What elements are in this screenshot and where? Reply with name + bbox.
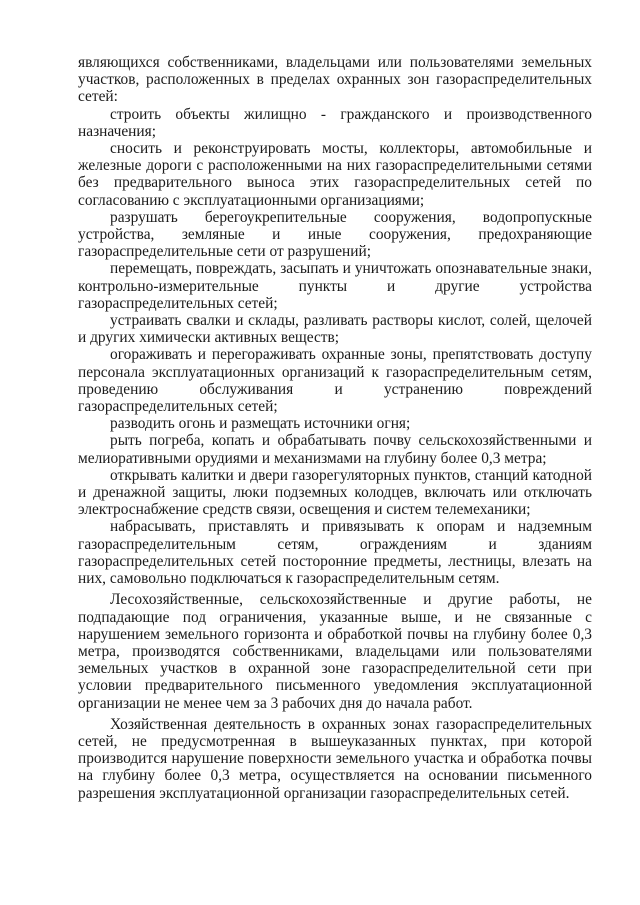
- forestry-paragraph: Лесохозяйственные, сельскохозяйственные и другие работы, не подпадающие под ограничения, указанные выше, и не связанные с нарушением земельного горизонта и обработкой почвы на глубину более 0,3 метра, производятся собственниками, владельцами или пользователями земельных участков в охранной зоне газораспределительной сети при условии предварительного письменного уведомления эксплуатационной организации не менее чем за 3 рабочих дня до начала работ.: [78, 591, 592, 712]
- list-item: разводить огонь и размещать источники огня;: [110, 415, 411, 433]
- list-item: устраивать свалки и склады, разливать растворы кислот, солей, щелочей и других химически активных веществ;: [78, 312, 592, 347]
- list-item: открывать калитки и двери газорегуляторных пунктов, станций катодной и дренажной защиты, люки подземных колодцев, включать или отключать электроснабжение средств связи, освещения и систем телемеханики;: [78, 466, 592, 519]
- list-item: строить объекты жилищно - гражданского и производственного назначения;: [78, 105, 592, 140]
- intro-paragraph: являющихся собственниками, владельцами или пользователями земельных участков, расположенных в пределах охранных зон газораспределительных сетей:: [78, 54, 592, 106]
- list-item: огораживать и перегораживать охранные зоны, препятствовать доступу персонала эксплуатационных организаций к газораспределительным сетям, проведению обслуживания и устранению повреждений газораспределительных сетей;: [78, 346, 592, 416]
- list-item: рыть погреба, копать и обрабатывать почву сельскохозяйственными и мелиоративными орудиями и механизмами на глубину более 0,3 метра;: [78, 432, 592, 467]
- economic-activity-paragraph: Хозяйственная деятельность в охранных зонах газораспределительных сетей, не предусмотренная в вышеуказанных пунктах, при которой производится нарушение поверхности земельного участка и обработка почвы на глубину более 0,3 метра, осуществляется на основании письменного разрешения эксплуатационной организации газораспределительных сетей.: [78, 715, 592, 802]
- list-item: разрушать берегоукрепительные сооружения, водопропускные устройства, земляные и иные сооружения, предохраняющие газораспределительные сети от разрушений;: [78, 208, 592, 261]
- list-item: перемещать, повреждать, засыпать и уничтожать опознавательные знаки, контрольно-измерительные пункты и другие устройства газораспределительных сетей;: [78, 260, 592, 312]
- list-item: набрасывать, приставлять и привязывать к опорам и надземным газораспределительным сетям, ограждениям и зданиям газораспределительных сетей посторонние предметы, лестницы, влезать на них, самовольно подключаться к газораспределительным сетям.: [78, 518, 592, 588]
- list-item: сносить и реконструировать мосты, коллекторы, автомобильные и железные дороги с расположенными на них газораспределительными сетями без предварительного выноса этих газораспределительных сетей по согласованию с эксплуатационными организациями;: [78, 140, 592, 209]
- document-body: [78, 54, 592, 802]
